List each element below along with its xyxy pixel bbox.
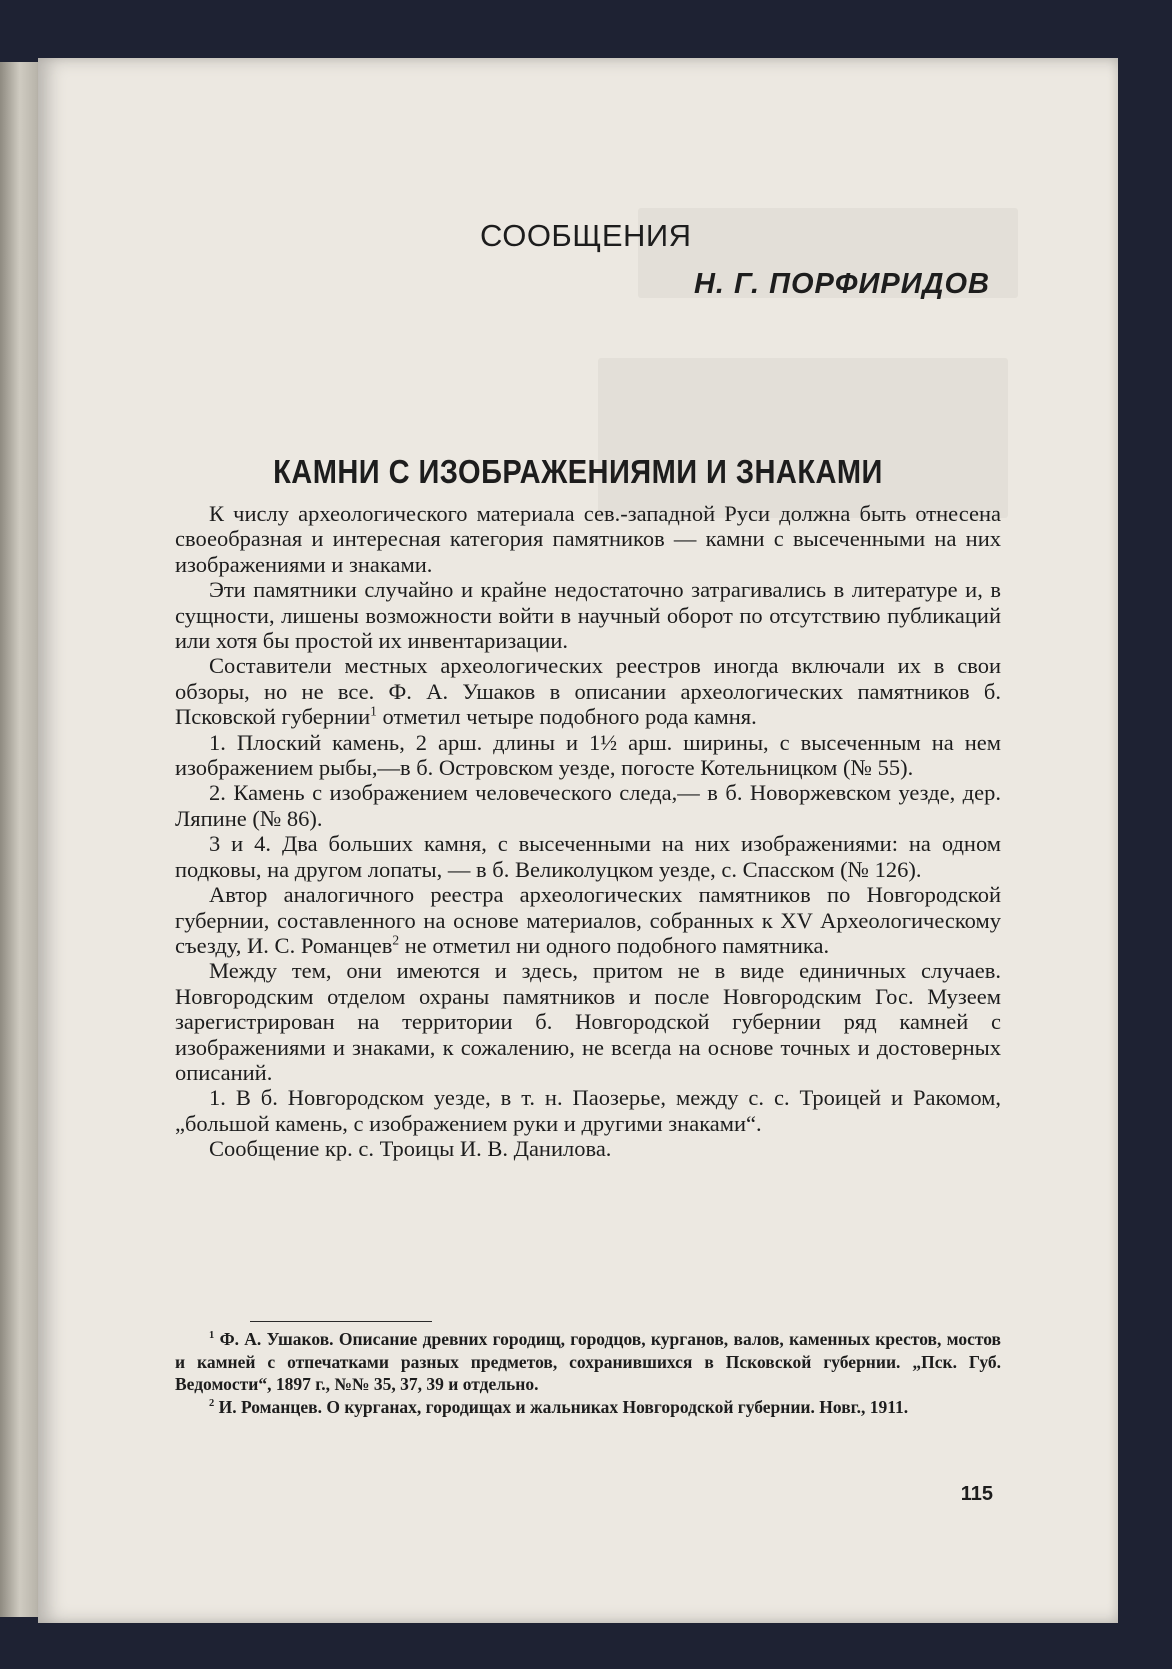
paragraph: Между тем, они имеются и здесь, притом не в виде единичных случаев. Новгородским отделом охраны памятников и после Новгородским Гос. Музеем зарегистрирован на территории б. Новгородской губернии ряд камней с изображениями и знаками, к сожалению, не всегда на основе точных и достоверных описаний. bbox=[175, 958, 1001, 1085]
footnote-ref: 2 bbox=[392, 932, 400, 948]
paragraph: Сообщение кр. с. Троицы И. В. Данилова. bbox=[209, 1136, 612, 1162]
paragraph: 1. Плоский камень, 2 арш. длины и 1½ арш. ширины, с высеченным на нем изображением рыбы,—в б. Островском уезде, погосте Котельницком (№ 55). bbox=[175, 729, 1001, 781]
footnote: $^2$ И. Романцев. О курганах, городищах и жальниках Новгородской губернии. Новг., 1911. bbox=[209, 1396, 909, 1417]
footnotes bbox=[175, 1328, 1001, 1418]
show-through bbox=[598, 358, 1008, 518]
book-page bbox=[38, 58, 1118, 1623]
paragraph: Эти памятники случайно и крайне недостаточно затрагивались в литературе и, в сущности, лишены возможности войти в научный оборот по отсутствию публикаций или хотя бы простой их инвентаризации. bbox=[175, 577, 1001, 654]
paragraph: 1. В б. Новгородском уезде, в т. н. Паозерье, между с. с. Троицей и Ракомом, „большой камень, с изображением руки и другими знаками“. bbox=[175, 1085, 1001, 1136]
section-title: СООБЩЕНИЯ bbox=[480, 218, 692, 253]
footnote-ref: 1 bbox=[370, 703, 377, 719]
paragraph: 3 и 4. Два больших камня, с высеченными на них изображениями: на одном подковы, на другом лопаты, — в б. Великолуцком уезде, с. Спасском (№ 126). bbox=[175, 831, 1001, 882]
article-body bbox=[175, 501, 1001, 1162]
author-name: Н. Г. ПОРФИРИДОВ bbox=[693, 268, 990, 300]
paragraph: Составители местных археологических реестров иногда включали их в свои обзоры, но не все. Ф. А. Ушаков в описании археологических памятников б. Псковской губернии$^1$ отметил четыре подобного рода камня. bbox=[175, 653, 1001, 730]
footnote-divider bbox=[250, 1321, 432, 1322]
paragraph: К числу археологического материала сев.-западной Руси должна быть отнесена своеобразная и интересная категория памятников — камни с высеченными на них изображениями и знаками. bbox=[175, 501, 1001, 577]
paragraph: Автор аналогичного реестра археологических памятников по Новгородской губернии, составленного на основе материалов, собранных к XV Археологическому съезду, И. С. Романцев$^2$ не отметил ни одного подобного памятника. bbox=[175, 882, 1001, 958]
footnote: $^1$ Ф. А. Ушаков. Описание древних городищ, городцов, курганов, валов, каменных крестов, мостов и камней с отпечатками разных предметов, сохранившихся в Псковской губернии. „Пск. Губ. Ведомости“, 1897 г., №№ 35, 37, 39 и отдельно. bbox=[175, 1329, 1001, 1394]
page-number: 115 bbox=[960, 1483, 993, 1505]
paragraph: 2. Камень с изображением человеческого следа,— в б. Новоржевском уезде, дер. Ляпине (№ 86). bbox=[175, 780, 1001, 831]
article-title: КАМНИ С ИЗОБРАЖЕНИЯМИ И ЗНАКАМИ bbox=[273, 453, 883, 490]
